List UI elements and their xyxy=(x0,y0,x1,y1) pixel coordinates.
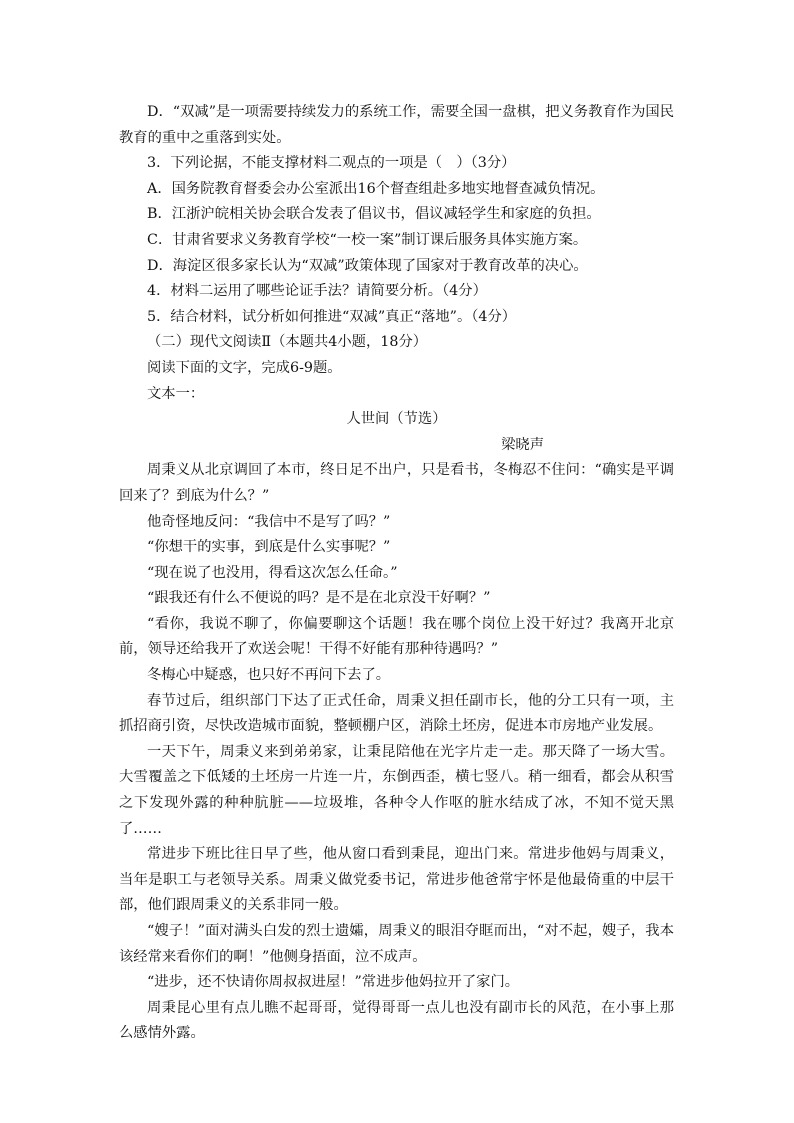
story-paragraph: 春节过后，组织部门下达了正式任命，周秉义担任副市长，他的分工只有一项，主抓招商引资，尽快改造城市面貌，整顿棚户区，消除土坯房，促进本市房地产业发展。 xyxy=(119,692,674,735)
option-c: C．甘肃省要求义务教育学校“一校一案”制订课后服务具体实施方案。 xyxy=(147,231,588,248)
story-paragraph: 他奇怪地反问：“我信中不是写了吗？” xyxy=(147,513,391,530)
story-paragraph: “跟我还有什么不便说的吗？是不是在北京没干好啊？” xyxy=(147,590,491,607)
story-paragraph: “进步，还不快请你周叔叔进屋！”常进步他妈拉开了家门。 xyxy=(147,974,520,991)
story-paragraph: 常进步下班比往日早了些，他从窗口看到秉昆，迎出门来。常进步他妈与周秉义，当年是职工与老领导关系。周秉义做党委书记，常进步他爸常宇怀是他最倚重的中层干部，他们跟周秉义的关系非同一般。 xyxy=(119,846,674,914)
option-b: B．江浙沪皖相关协会联合发表了倡议书，倡议减轻学生和家庭的负担。 xyxy=(147,206,601,223)
option-d: D．海淀区很多家长认为“双减”政策体现了国家对于教育改革的决心。 xyxy=(147,257,588,274)
story-paragraph: “嫂子！”面对满头白发的烈士遗孀，周秉义的眼泪夺眶而出，“对不起，嫂子，我本该经常来看你们的啊！”他侧身捂面，泣不成声。 xyxy=(119,923,674,965)
excerpt-author: 梁晓声 xyxy=(501,436,544,453)
story-paragraph: “现在说了也没用，得看这次怎么任命。” xyxy=(147,564,398,581)
excerpt-title: 人世间（节选） xyxy=(346,411,447,428)
reading-instruction: 阅读下面的文字，完成6-9题。 xyxy=(147,359,342,376)
story-paragraph: 冬梅心中疑惑，也只好不再问下去了。 xyxy=(147,667,391,684)
text-one-label: 文本一： xyxy=(147,385,205,402)
question-4: 4．材料二运用了哪些论证手法？请简要分析。（4分） xyxy=(147,283,487,300)
story-paragraph: 周秉义从北京调回了本市，终日足不出户，只是看书，冬梅忍不住问：“确实是平调回来了？到底为什么？” xyxy=(119,462,674,504)
story-paragraph: 一天下午，周秉义来到弟弟家，让秉昆陪他在光字片走一走。那天降了一场大雪。大雪覆盖之下低矮的土坯房一片连一片，东倒西歪，横七竖八。稍一细看，都会从积雪之下发现外露的种种肮脏——垃圾堆，各种令人作呕的脏水结成了冰，不知不觉天黑了…… xyxy=(119,743,674,837)
story-paragraph: “你想干的实事，到底是什么实事呢？” xyxy=(147,539,391,556)
document-body xyxy=(119,100,674,1047)
story-paragraph: “看你，我说不聊了，你偏要聊这个话题！我在哪个岗位上没干好过？我离开北京前，领导还给我开了欢送会呢！干得不好能有那种待遇吗？” xyxy=(119,615,674,658)
option-a: A．国务院教育督委会办公室派出16个督查组赴多地实地督查减负情况。 xyxy=(147,180,605,197)
section-heading: （二）现代文阅读Ⅱ（本题共4小题，18分） xyxy=(147,334,428,351)
option-d-q2: D．“双减”是一项需要持续发力的系统工作，需要全国一盘棋，把义务教育作为国民教育的重中之重落到实处。 xyxy=(119,104,674,146)
story-paragraph: 周秉昆心里有点儿瞧不起哥哥，觉得哥哥一点儿也没有副市长的风范，在小事上那么感情外露。 xyxy=(119,999,674,1042)
question-5: 5．结合材料，试分析如何推进“双减”真正“落地”。（4分） xyxy=(147,308,517,325)
question-3: 3．下列论据，不能支撑材料二观点的一项是（ ）（3分） xyxy=(147,155,516,172)
